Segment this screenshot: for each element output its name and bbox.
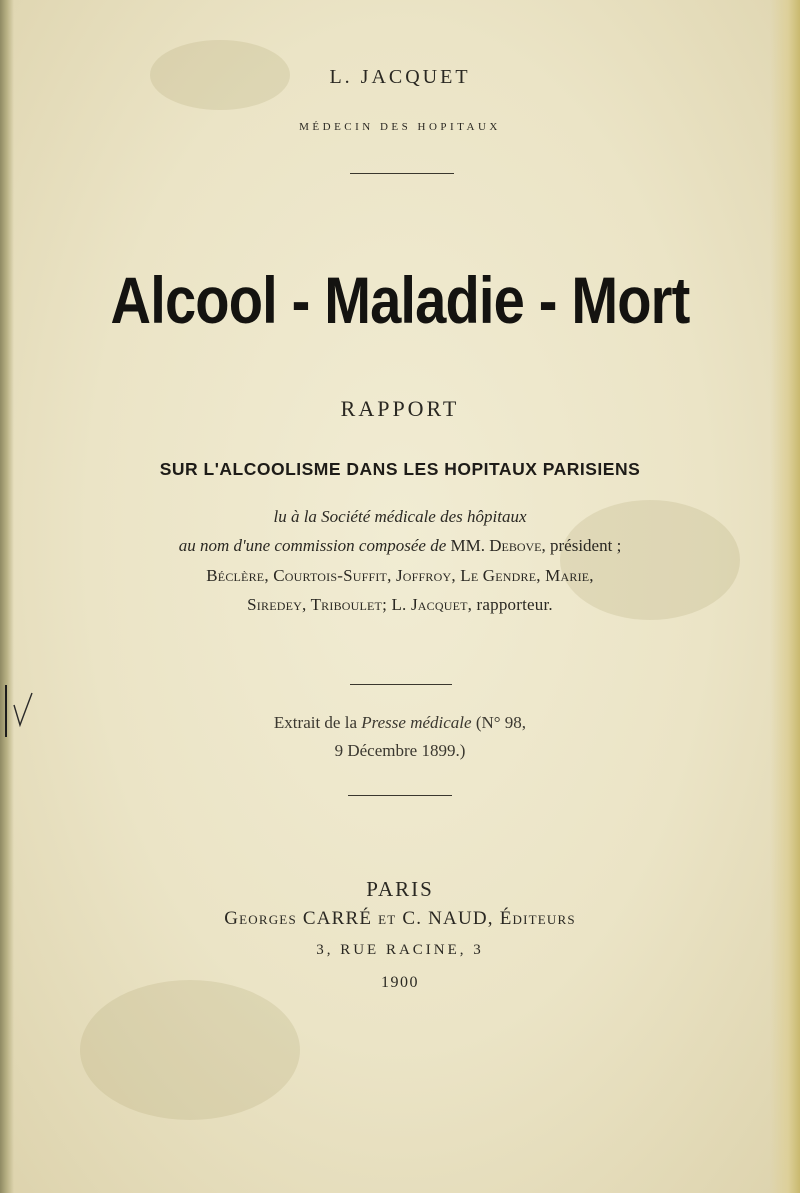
commission-line (0, 536, 800, 556)
report-reading-line: lu à la Société médicale des hôpitaux (273, 507, 527, 526)
imprint-year: 1900 (381, 974, 419, 991)
president-name: Debove (489, 536, 542, 555)
imprint-city: PARIS (366, 877, 434, 901)
paper-stain (80, 980, 300, 1120)
imprint-publishers: Georges CARRÉ et C. NAUD, Éditeurs (224, 908, 576, 929)
extract-note (0, 713, 800, 733)
divider (350, 173, 454, 174)
divider (350, 684, 452, 685)
extract-date: 9 Décembre 1899.) (334, 741, 466, 760)
imprint-address: 3, RUE RACINE, 3 (316, 942, 484, 958)
divider (348, 795, 452, 796)
president-role: , président ; (541, 536, 622, 555)
commission-mm: MM. (450, 536, 490, 555)
commission-members-line: Béclère, Courtois-Suffit, Joffroy, Le Gendre, Marie, (206, 566, 594, 585)
rapporteur-role: , rapporteur. (467, 595, 553, 614)
rapporteur-line (0, 595, 800, 615)
extract-issue: (N° 98, (471, 713, 527, 732)
extract-prefix: Extrait de la (273, 713, 362, 732)
report-heading: RAPPORT (340, 396, 460, 421)
author-name: L. JACQUET (329, 66, 471, 88)
book-title: Alcool - Maladie - Mort (110, 263, 690, 337)
journal-name: Presse médicale (361, 713, 472, 732)
commission-members-continued: Siredey, Triboulet; L. Jacquet (247, 595, 468, 614)
commission-intro: au nom d'une commission composée de (178, 536, 447, 555)
report-subject: SUR L'ALCOOLISME DANS LES HOPITAUX PARISIENS (159, 459, 641, 479)
author-occupation: MÉDECIN DES HOPITAUX (299, 121, 501, 133)
